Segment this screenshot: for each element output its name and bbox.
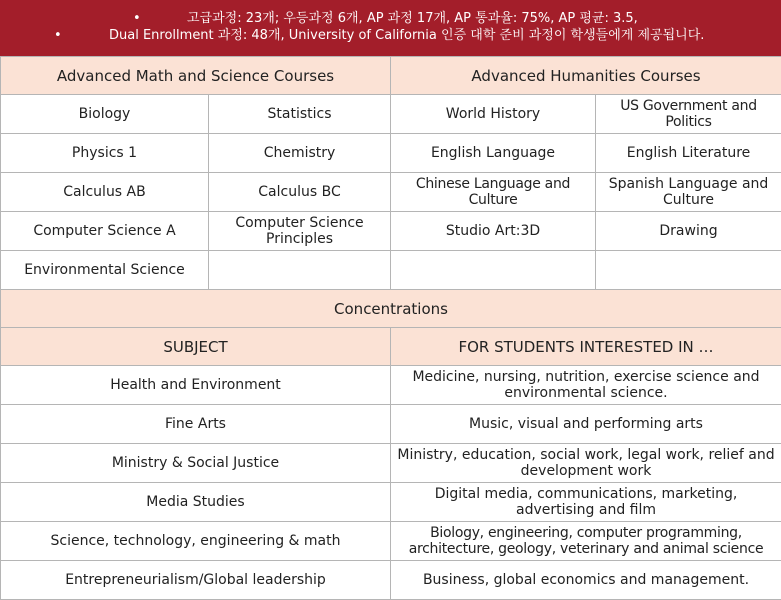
concentration-subject: Science, technology, engineering & math <box>1 522 391 561</box>
course-row <box>1 95 781 134</box>
concentration-row <box>1 405 781 444</box>
course-cell: Calculus BC <box>209 173 391 212</box>
concentration-row <box>1 366 781 405</box>
concentration-subject: Ministry & Social Justice <box>1 444 391 483</box>
course-cell: Calculus AB <box>1 173 209 212</box>
concentration-interest: Business, global economics and management. <box>391 561 781 600</box>
course-row <box>1 212 781 251</box>
concentration-interest: Music, visual and performing arts <box>391 405 781 444</box>
humanities-header: Advanced Humanities Courses <box>391 57 781 95</box>
course-cell: Chemistry <box>209 134 391 173</box>
concentration-interest: Medicine, nursing, nutrition, exercise science and environmental science. <box>391 366 781 405</box>
course-cell: Spanish Language and Culture <box>596 173 781 212</box>
summary-text: 고급과정: 23개; 우등과정 6개, AP 과정 17개, AP 통과율: 75%, AP 평균: 3.5, <box>187 10 638 27</box>
course-row <box>1 251 781 290</box>
concentration-row <box>1 483 781 522</box>
interest-header: FOR STUDENTS INTERESTED IN … <box>391 328 781 366</box>
summary-item-advanced-courses <box>0 10 781 27</box>
course-cell: Computer Science Principles <box>209 212 391 251</box>
course-cell: US Government and Politics <box>596 95 781 134</box>
course-cell: Computer Science A <box>1 212 209 251</box>
course-cell: English Language <box>391 134 596 173</box>
course-cell: Statistics <box>209 95 391 134</box>
concentration-subject: Entrepreneurialism/Global leadership <box>1 561 391 600</box>
course-cell: English Literature <box>596 134 781 173</box>
course-cell: Drawing <box>596 212 781 251</box>
concentration-row <box>1 444 781 483</box>
bullet-icon: • <box>54 27 62 44</box>
course-cell <box>391 251 596 290</box>
course-cell: Environmental Science <box>1 251 209 290</box>
concentration-interest: Biology, engineering, computer programming, architecture, geology, veterinary and animal science <box>391 522 781 561</box>
concentrations-title: Concentrations <box>1 290 781 328</box>
summary-text: Dual Enrollment 과정: 48개, University of California 인증 대학 준비 과정이 학생들에게 제공됩니다. <box>109 27 704 44</box>
course-cell: World History <box>391 95 596 134</box>
summary-item-dual-enrollment <box>0 27 781 44</box>
course-row <box>1 173 781 212</box>
concentration-interest: Digital media, communications, marketing, advertising and film <box>391 483 781 522</box>
course-cell: Studio Art:3D <box>391 212 596 251</box>
subject-header: SUBJECT <box>1 328 391 366</box>
course-cell <box>209 251 391 290</box>
concentrations-title-row <box>1 290 781 328</box>
course-row <box>1 134 781 173</box>
concentrations-header-row <box>1 328 781 366</box>
course-header-row <box>1 57 781 95</box>
course-cell: Physics 1 <box>1 134 209 173</box>
summary-banner <box>0 0 781 58</box>
concentration-subject: Media Studies <box>1 483 391 522</box>
concentration-subject: Health and Environment <box>1 366 391 405</box>
course-cell: Chinese Language and Culture <box>391 173 596 212</box>
concentration-row <box>1 522 781 561</box>
math-science-header: Advanced Math and Science Courses <box>1 57 391 95</box>
bullet-icon: • <box>133 10 141 27</box>
course-cell: Biology <box>1 95 209 134</box>
course-cell <box>596 251 781 290</box>
courses-table <box>0 56 781 600</box>
concentration-interest: Ministry, education, social work, legal work, relief and development work <box>391 444 781 483</box>
concentration-row <box>1 561 781 600</box>
concentration-subject: Fine Arts <box>1 405 391 444</box>
summary-list <box>0 10 781 44</box>
